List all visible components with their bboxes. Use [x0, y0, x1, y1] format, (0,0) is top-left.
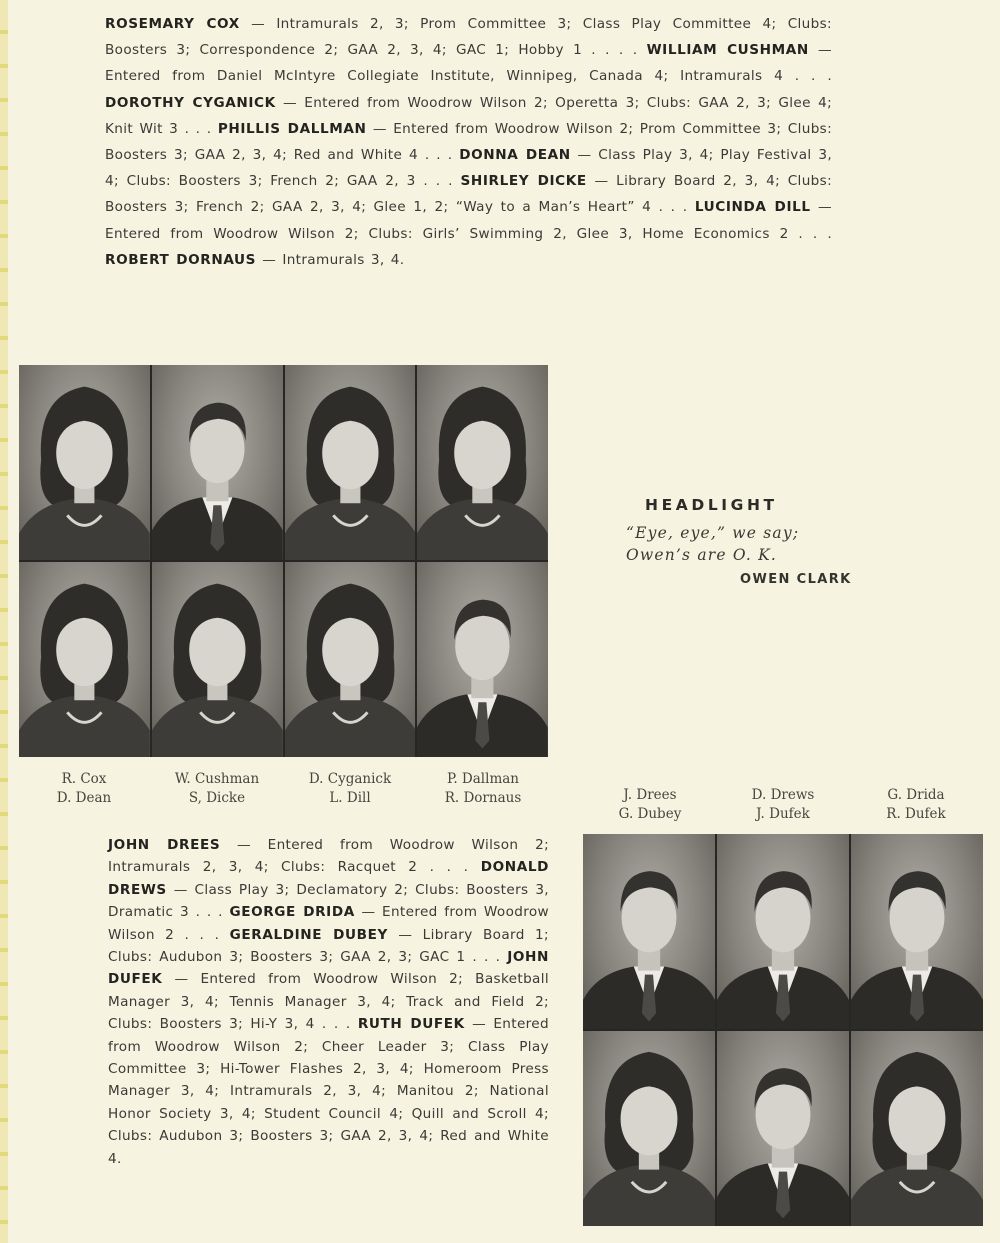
caption-column — [736, 786, 830, 824]
biography-paragraph-top — [105, 11, 832, 273]
caption-column — [603, 786, 697, 824]
caption-column — [869, 786, 963, 824]
page-binding-edge — [0, 0, 8, 1243]
biography-paragraph-bottom — [108, 834, 549, 1170]
student-name: DONNA DEAN — [459, 147, 571, 164]
student-activities: Entered from Daniel McIntyre Collegiate Institute, Winnipeg, Canada 4; Intramurals 4 . . . — [105, 68, 832, 85]
student-activities: Class Play 3; Declamatory 2; Clubs: Boosters 3, Dramatic 3 . . . — [108, 881, 549, 921]
student-activities: Library Board 1; Clubs: Audubon 3; Boosters 3; GAA 2, 3; GAC 1 . . . — [108, 926, 549, 966]
poem-line: Owen’s are O. K. — [626, 546, 778, 564]
student-portrait — [19, 562, 150, 757]
student-name: DOROTHY CYGANICK — [105, 94, 276, 111]
student-portrait — [417, 365, 548, 560]
student-name: ROBERT DORNAUS — [105, 251, 257, 268]
student-name: DONALD DREWS — [108, 859, 550, 898]
caption-name: R. Dufek — [886, 806, 946, 822]
portrait-grid-bottom — [583, 834, 983, 1226]
caption-column — [166, 770, 268, 808]
name-dash: — — [166, 881, 195, 898]
student-activities: Intramurals 3, 4. — [282, 251, 405, 268]
caption-name: P. Dallman — [447, 771, 519, 787]
caption-name: R. Dornaus — [444, 790, 522, 806]
name-dash: — — [808, 42, 832, 59]
name-dash: — — [256, 251, 283, 268]
caption-name: D. Cyganick — [308, 771, 392, 787]
student-portrait — [851, 834, 983, 1029]
student-portrait — [285, 562, 416, 757]
student-portrait — [19, 365, 150, 560]
student-name: LUCINDA DILL — [694, 199, 811, 216]
name-dash: — — [354, 904, 383, 921]
caption-name: D. Drews — [751, 787, 815, 803]
name-dash: — — [220, 837, 268, 853]
student-activities: Intramurals 2, 3; Prom Committee 3; Class Play Committee 4; Clubs: Boosters 3; Correspondence 2; GAA 2, 3, 4; GAC 1; Hobby 1 . . . . — [105, 16, 832, 59]
poem-line: “Eye, eye,” we say; — [626, 524, 800, 542]
name-dash: — — [586, 173, 617, 190]
caption-column — [436, 770, 530, 808]
student-activities: Entered from Woodrow Wilson 2; Basketball Manager 3, 4; Tennis Manager 3, 4; Track and Field 2; Clubs: Boosters 3; Hi-Y 3, 4 . . . — [108, 971, 549, 1033]
student-activities: Entered from Woodrow Wilson 2; Clubs: Girls’ Swimming 2, Glee 3, Home Economics 2 . . . — [105, 225, 832, 242]
name-dash: — — [387, 926, 423, 943]
student-activities: Entered from Woodrow Wilson 2; Prom Committee 3; Clubs: Boosters 3; GAA 2, 3, 4; Red and White 4 . . . — [105, 120, 833, 164]
student-activities: Library Board 2, 3, 4; Clubs: Boosters 3; French 2; GAA 2, 3, 4; Glee 1, 2; “Way to a Man’s Heart” 4 . . . — [105, 173, 832, 216]
portrait-grid-top — [19, 365, 548, 757]
caption-name: J. Dufek — [756, 806, 810, 822]
name-dash: — — [239, 16, 277, 32]
caption-name: J. Drees — [623, 787, 677, 803]
caption-column — [43, 770, 125, 808]
student-portrait — [152, 365, 283, 560]
student-activities: Entered from Woodrow Wilson 2; Operetta 3; Clubs: GAA 2, 3; Glee 4; Knit Wit 3 . . . — [105, 94, 832, 137]
caption-name: D. Dean — [56, 790, 112, 806]
student-portrait — [152, 562, 283, 757]
student-name: GERALDINE DUBEY — [229, 926, 388, 943]
headlight-poem — [626, 496, 852, 587]
caption-column — [300, 770, 400, 808]
student-portrait — [583, 834, 715, 1029]
name-dash: — — [366, 120, 394, 137]
student-activities: Entered from Woodrow Wilson 2 . . . — [108, 904, 549, 943]
student-portrait — [717, 1031, 849, 1226]
student-portrait — [285, 365, 416, 560]
student-portrait — [717, 834, 849, 1029]
student-name: JOHN DREES — [108, 837, 221, 853]
student-activities: Class Play 3, 4; Play Festival 3, 4; Clubs: Boosters 3; French 2; GAA 2, 3 . . . — [105, 147, 832, 190]
student-name: WILLIAM CUSHMAN — [646, 42, 809, 59]
name-dash: — — [162, 971, 201, 988]
caption-name: G. Drida — [887, 787, 945, 803]
name-dash: — — [570, 147, 599, 164]
student-portrait — [851, 1031, 983, 1226]
student-name: ROSEMARY COX — [105, 16, 240, 32]
name-dash: — — [464, 1016, 494, 1033]
name-dash: — — [810, 199, 832, 216]
name-dash: — — [275, 94, 305, 111]
caption-name: L. Dill — [329, 790, 371, 806]
student-name: GEORGE DRIDA — [229, 904, 355, 921]
student-name: RUTH DUFEK — [357, 1016, 465, 1033]
student-name: JOHN DUFEK — [108, 949, 550, 988]
caption-name: R. Cox — [61, 771, 107, 787]
student-name: SHIRLEY DICKE — [460, 173, 587, 190]
poem-title: HEADLIGHT — [645, 496, 778, 514]
student-portrait — [583, 1031, 715, 1226]
student-activities: Entered from Woodrow Wilson 2; Cheer Leader 3; Class Play Committee 3; Hi-Tower Flashes 2, 3, 4; Homeroom Press Manager 3, 4; Intramurals 2, 3, 4; Manitou 2; National Honor Society 3, 4; Student Council 4; Quill and Scroll 4; Clubs: Audubon 3; Boosters 3; GAA 2, 3, 4; Red and White 4. — [108, 1016, 549, 1167]
student-activities: Entered from Woodrow Wilson 2; Intramurals 2, 3, 4; Clubs: Racquet 2 . . . — [108, 837, 550, 876]
student-name: PHILLIS DALLMAN — [217, 120, 367, 137]
caption-name: W. Cushman — [174, 771, 260, 787]
caption-name: S, Dicke — [188, 790, 246, 806]
poem-author: OWEN CLARK — [740, 572, 852, 587]
caption-name: G. Dubey — [618, 806, 682, 822]
student-portrait — [417, 562, 548, 757]
